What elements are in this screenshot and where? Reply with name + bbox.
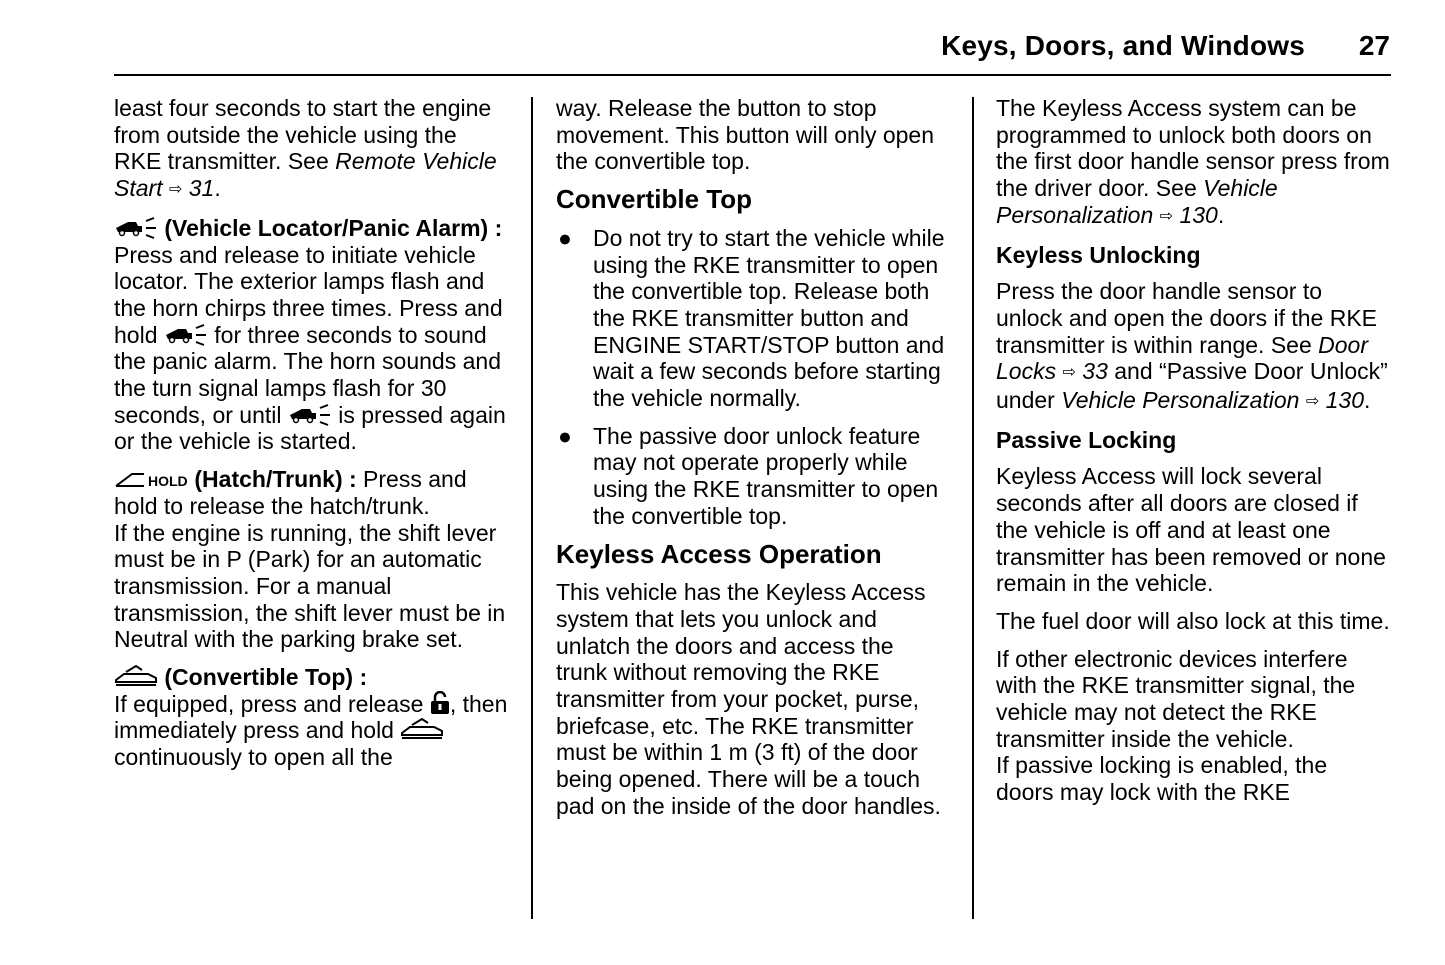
convertible-top-heading-line [114,664,509,691]
hatch-trunk-label: (Hatch/Trunk) : [194,466,357,493]
vehicle-locator-paragraph: (Vehicle Locator/Panic Alarm) : Press and release to initiate vehicle locator. The exterior lamps flash and the horn chirps three times. Press and hold for three seconds to sound the panic alarm. The horn sounds and the turn signal lamps flash for 30 seconds, or until is pressed again or the vehicle is started. [114,214,506,455]
convertible-top-label: (Convertible Top) : [164,664,368,691]
bullet-icon: ● [558,422,572,449]
passive-locking-paragraph-1: Keyless Access will lock several seconds after all doors are closed if the vehicle is off and at least one transmitter has been removed or none remain in the vehicle. [996,463,1386,597]
passive-locking-paragraph-3: If other electronic devices interfere with the RKE transmitter signal, the vehicle may not detect the RKE transmitter inside the vehicle. [996,645,1356,752]
car-horn-icon [288,404,332,426]
vehicle-locator-label: (Vehicle Locator/Panic Alarm) : [164,214,503,241]
passive-locking-paragraph-2: The fuel door will also lock at this time. [996,607,1390,634]
hatch-trunk-paragraph: HOLD (Hatch/Trunk) : Press and hold to release the hatch/trunk. [114,466,467,519]
page-ref-arrow-icon: ⇨ [168,181,183,199]
list-item: ● The passive door unlock feature may not operate properly while using the RKE transmitter to open the convertible top. [558,422,939,529]
header-divider [114,74,1391,76]
keyless-unlocking-heading: Keyless Unlocking [996,241,1201,268]
vehicle-personalization-link[interactable]: Vehicle Personalization [1061,387,1300,414]
page-ref-arrow-icon: ⇨ [1062,364,1076,382]
convertible-top-paragraph: If equipped, press and release , then immediately press and hold continuously to open all the [114,690,508,771]
remote-start-paragraph: least four seconds to start the engine from outside the vehicle using the RKE transmitter. See Remote Vehicle Start ⇨ 31. [114,95,497,202]
trunk-hold-icon [114,468,188,490]
bullet-icon: ● [558,224,572,251]
column-2 [556,95,951,831]
remote-vehicle-start-link[interactable]: Remote Vehicle Start [114,148,497,202]
page-ref-number: 130 [1325,387,1365,414]
passive-locking-paragraph-4: If passive locking is enabled, the doors may lock with the RKE [996,752,1328,806]
page-ref-number: 31 [188,175,215,202]
door-locks-link[interactable]: Door Locks [996,331,1368,385]
column-divider-1 [531,97,533,919]
convertible-top-icon [400,717,444,741]
page-number: 27 [1358,30,1390,61]
column-3 [996,95,1391,817]
page-header-title: Keys, Doors, and Windows [941,30,1305,61]
vehicle-personalization-link[interactable]: Vehicle Personalization [996,175,1278,228]
convertible-top-bullets [556,225,951,530]
car-horn-icon [114,217,158,239]
shift-lever-paragraph: If the engine is running, the shift lever must be in P (Park) for an automatic transmission. For a manual transmission, the shift lever must be in Neutral with the parking brake set. [114,519,506,653]
convertible-top-icon [114,664,158,688]
page-ref-arrow-icon: ⇨ [1305,393,1320,411]
svg-text:HOLD: HOLD [148,473,188,490]
keyless-programming-paragraph: The Keyless Access system can be programmed to unlock both doors on the first door handle sensor press from the driver door. See Vehicle Personalization ⇨ 130. [996,95,1390,228]
keyless-access-heading: Keyless Access Operation [556,538,882,569]
page-ref-arrow-icon: ⇨ [1159,207,1174,225]
keyless-unlocking-paragraph: Press the door handle sensor to unlock and open the doors if the RKE transmitter is within range. See Door Locks ⇨ 33 and “Passive Door Unlock” under Vehicle Personalization ⇨ 130. [996,278,1388,414]
list-item: ● Do not try to start the vehicle while using the RKE transmitter to open the convertible top. Release both the RKE transmitter button and ENGINE START/STOP button and wait a few seconds before starting the vehicle normally. [558,224,945,412]
convertible-top-heading: Convertible Top [556,184,752,215]
column-1 [114,95,509,782]
unlock-icon [430,691,450,715]
column-divider-2 [972,97,974,919]
car-horn-icon [164,324,208,346]
keyless-access-paragraph: This vehicle has the Keyless Access system that lets you unlock and unlatch the doors and access the trunk without removing the RKE transmitter from your pocket, purse, briefcase, etc. The RKE transmitter must be within 1 m (3 ft) of the door being opened. There will be a touch pad on the inside of the door handles. [556,579,941,819]
passive-locking-heading: Passive Locking [996,426,1177,453]
page-ref-number: 33 [1082,358,1108,385]
convertible-continued-paragraph: way. Release the button to stop movement. This button will only open the convertible top. [556,95,934,175]
page-ref-number: 130 [1179,201,1218,228]
